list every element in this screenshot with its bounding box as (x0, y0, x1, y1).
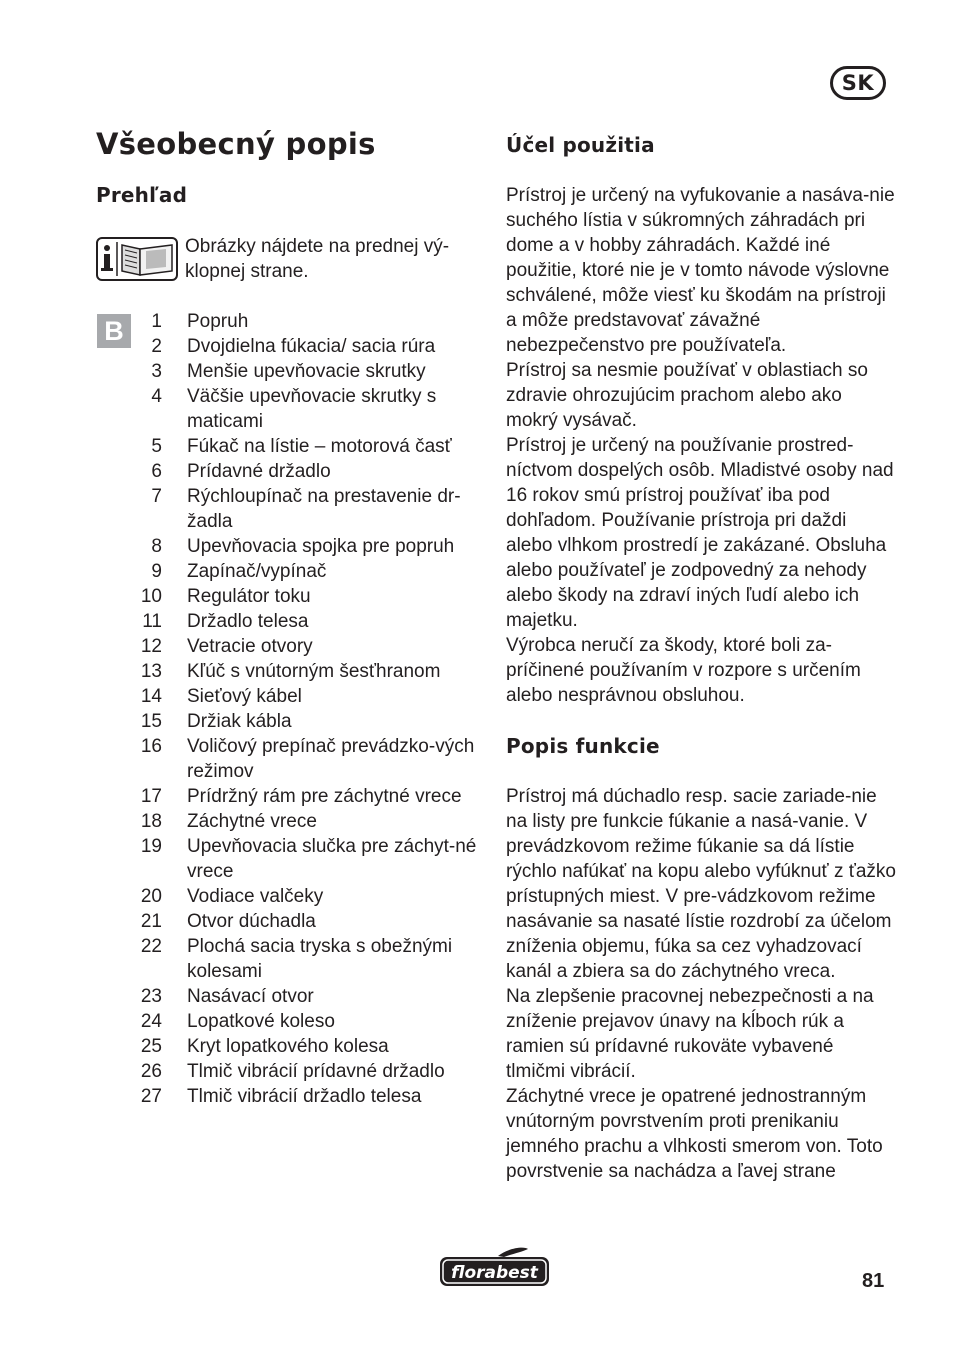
list-item: 4 Väčšie upevňovacie skrutky s maticami (151, 386, 437, 432)
section-marker: B (97, 314, 131, 348)
list-item: 13 Kľúč s vnútorným šesťhranom (140, 661, 441, 682)
parts-list (126, 309, 486, 1109)
list-item: 7 Rýchloupínač na prestavenie dr-žadla (151, 486, 461, 532)
list-item: 19 Upevňovacia slučka pre záchyt-né vrece (140, 836, 477, 882)
list-item: 26 Tlmič vibrácií prídavné držadlo (140, 1061, 445, 1082)
logo-text: florabest (451, 1263, 538, 1283)
list-item: 2 Dvojdielna fúkacia/ sacia rúra (151, 336, 436, 357)
function-paragraph: Prístroj má dúchadlo resp. sacie zariade-nie na listy pre funkcie fúkanie a nasá-vanie. V prevádzkovom režime fúkanie sa dá lístie rýchlo nafúkať na kopu alebo vyfúknuť z ťažko prístupných miest. V pre-vádzkovom režime nasávanie sa nasaté lístie rozdrobí za účelom zníženia objemu, fúka sa cez vyhadzovací kanál a zbiera sa do záchytného vreca. (506, 786, 896, 982)
list-item: 27 Tlmič vibrácií držadlo telesa (140, 1086, 422, 1107)
list-item: 1 Popruh (151, 311, 249, 332)
overview-heading: Prehľad (96, 183, 188, 207)
list-item: 8 Upevňovacia spojka pre popruh (151, 536, 455, 557)
info-note (96, 234, 481, 284)
list-item: 24 Lopatkové koleso (140, 1011, 335, 1032)
list-item: 16 Voličový prepínač prevádzko-vých režimov (140, 736, 475, 782)
list-item: 17 Prídržný rám pre záchytné vrece (140, 786, 462, 807)
list-item: 23 Nasávací otvor (140, 986, 314, 1007)
usage-heading: Účel použitia (506, 133, 655, 157)
list-item: 12 Vetracie otvory (140, 636, 313, 657)
list-item: 10 Regulátor toku (140, 586, 311, 607)
list-item: 21 Otvor dúchadla (140, 911, 316, 932)
usage-paragraph: Výrobca neručí za škody, ktoré boli za-príčinené používaním v rozpore s určením alebo nesprávnou obsluhou. (506, 635, 861, 706)
list-item: 22 Plochá sacia tryska s obežnými kolesami (140, 936, 453, 982)
usage-text (506, 183, 896, 708)
page-number: 81 (862, 1270, 885, 1292)
usage-paragraph: Prístroj sa nesmie používať v oblastiach so zdravie ohrozujúcim prachom alebo ako mokrý vysávač. (506, 360, 868, 431)
function-paragraph: Na zlepšenie pracovnej nebezpečnosti a na zníženie prejavov únavy na kĺboch rúk a ramien sú prídavné rukoväte vybavené tlmičmi vibrácií. (506, 986, 874, 1082)
list-item: 15 Držiak kábla (140, 711, 292, 732)
page-title: Všeobecný popis (96, 127, 376, 161)
list-item: 6 Prídavné držadlo (151, 461, 331, 482)
function-heading: Popis funkcie (506, 734, 660, 758)
list-item: 3 Menšie upevňovacie skrutky (151, 361, 426, 382)
list-item: 14 Sieťový kábel (140, 686, 302, 707)
info-text: Obrázky nájdete na prednej vý-klopnej strane. (185, 236, 450, 282)
florabest-logo (438, 1246, 551, 1288)
left-column (96, 122, 481, 1107)
list-item: 20 Vodiace valčeky (140, 886, 324, 907)
info-book-icon (96, 237, 178, 281)
usage-paragraph: Prístroj je určený na používanie prostred-níctvom dospelých osôb. Mladistvé osoby nad 16 rokov smú prístroj používať iba pod dohľadom. Používanie prístroja pri daždi alebo vlhkom prostredí je zakázané. Obsluha alebo používateľ je zodpovedný za nehody alebo škody na zdraví iných ľudí alebo ich majetku. (506, 435, 894, 631)
function-paragraph: Záchytné vrece je opatrené jednostranným vnútorným povrstvením proti prenikaniu jemného prachu a vlhkosti smerom von. Toto povrstvenie sa nachádza a ľavej strane (506, 1086, 883, 1182)
list-item: 9 Zapínač/vypínač (151, 561, 327, 582)
usage-paragraph: Prístroj je určený na vyfukovanie a nasáva-nie suchého lístia v súkromných záhradách pri dome a v hobby záhradách. Každé iné použitie, ktoré nie je v tomto návode výslovne schválené, môže viesť ku škodám na prístroji a môže predstavovať závažné nebezpečenstvo pre používateľa. (506, 185, 895, 356)
list-item: 18 Záchytné vrece (140, 811, 317, 832)
language-badge: SK (830, 66, 886, 100)
list-item: 25 Kryt lopatkového kolesa (140, 1036, 389, 1057)
list-item: 5 Fúkač na lístie – motorová časť (151, 436, 452, 457)
function-text (506, 784, 896, 1184)
list-item: 11 Držadlo telesa (142, 611, 309, 632)
